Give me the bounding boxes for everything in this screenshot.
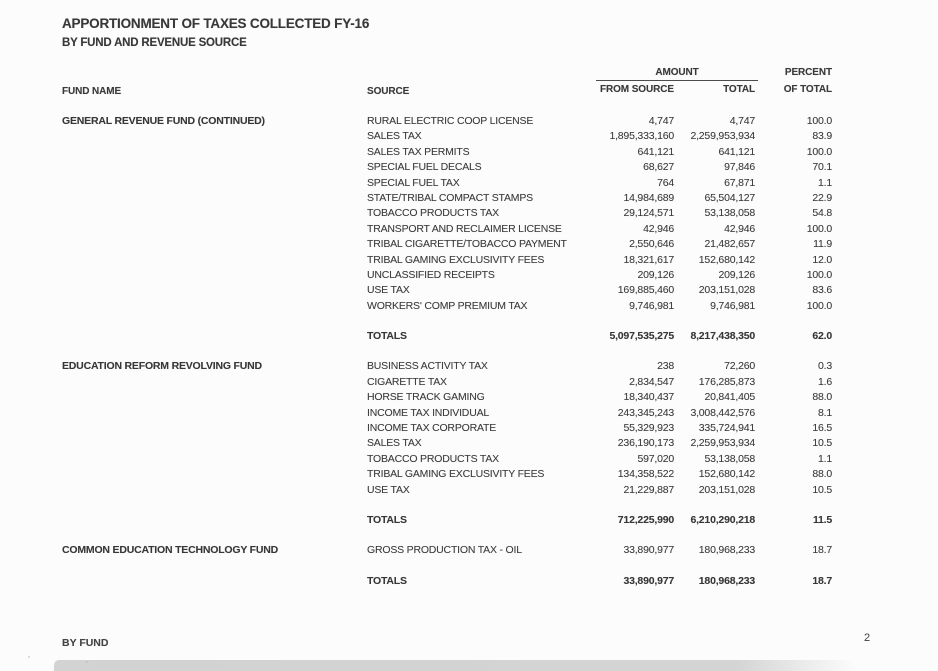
percent-cell: 22.9 xyxy=(812,191,832,204)
total-cell: 9,746,981 xyxy=(710,299,755,312)
total-cell: 203,151,028 xyxy=(698,483,755,496)
from-source-cell: 18,321,617 xyxy=(623,253,674,266)
percent-cell: 88.0 xyxy=(812,391,832,404)
from-source-cell: 1,895,333,160 xyxy=(609,130,674,143)
table-row xyxy=(62,268,875,283)
table-row xyxy=(62,176,875,191)
percent-cell: 83.6 xyxy=(812,284,832,297)
source-cell: UNCLASSIFIED RECEIPTS xyxy=(367,268,495,281)
total-cell: 4,747 xyxy=(729,115,755,127)
total-cell: 65,504,127 xyxy=(704,191,755,204)
column-header-total: TOTAL xyxy=(723,84,755,95)
table-row xyxy=(62,206,875,221)
fund-name-cell xyxy=(62,406,367,421)
source-cell: SPECIAL FUEL TAX xyxy=(367,176,460,189)
total-cell: 67,871 xyxy=(724,176,755,189)
percent-cell: 100.0 xyxy=(806,268,832,281)
total-cell: 152,680,142 xyxy=(698,253,755,266)
source-cell: USE TAX xyxy=(367,284,410,297)
table-row xyxy=(62,253,875,268)
from-source-cell: 33,890,977 xyxy=(623,544,674,557)
fund-name-cell xyxy=(62,452,367,467)
percent-cell: 100.0 xyxy=(806,222,832,235)
source-cell: HORSE TRACK GAMING xyxy=(367,391,485,404)
percent-cell: 100.0 xyxy=(806,145,832,158)
from-source-cell: 4,747 xyxy=(648,115,674,127)
column-group-amount: AMOUNT xyxy=(596,67,758,81)
source-cell: TOBACCO PRODUCTS TAX xyxy=(367,452,499,465)
table-row xyxy=(62,359,875,374)
fund-name-cell xyxy=(62,283,367,298)
fund-section xyxy=(62,359,875,528)
percent-cell: 83.9 xyxy=(812,130,832,143)
total-cell: 209,126 xyxy=(718,268,755,281)
from-source-cell: 42,946 xyxy=(643,222,674,235)
total-cell: 3,008,442,576 xyxy=(690,406,755,419)
total-cell: 53,138,058 xyxy=(704,452,755,465)
column-header-of-total: OF TOTAL xyxy=(783,84,832,95)
from-source-cell: 209,126 xyxy=(637,268,674,281)
source-cell: TRIBAL GAMING EXCLUSIVITY FEES xyxy=(367,253,545,266)
table-row xyxy=(62,160,875,175)
from-source-cell: 21,229,887 xyxy=(623,483,674,496)
total-cell: 180,968,233 xyxy=(698,544,755,557)
source-cell: TOTALS xyxy=(367,574,407,587)
fund-name-cell xyxy=(62,237,367,252)
table-body xyxy=(62,114,875,589)
from-source-cell: 712,225,990 xyxy=(617,513,674,526)
table-row xyxy=(62,467,875,482)
from-source-cell: 5,097,535,275 xyxy=(609,330,674,343)
from-source-cell: 2,550,646 xyxy=(629,238,674,251)
fund-name-cell xyxy=(62,299,367,314)
fund-section xyxy=(62,114,875,344)
from-source-cell: 2,834,547 xyxy=(629,375,674,388)
source-cell: TOTALS xyxy=(367,513,407,526)
from-source-cell: 236,190,173 xyxy=(617,437,674,450)
from-source-cell: 9,746,981 xyxy=(629,299,674,312)
percent-cell: 54.8 xyxy=(812,207,832,220)
fund-name-cell xyxy=(62,421,367,436)
fund-name-cell xyxy=(62,375,367,390)
source-cell: CIGARETTE TAX xyxy=(367,375,447,388)
percent-cell: 11.5 xyxy=(812,513,832,526)
table-row xyxy=(62,222,875,237)
table-row xyxy=(62,237,875,252)
total-cell: 21,482,657 xyxy=(704,238,755,251)
source-cell: GROSS PRODUCTION TAX - OIL xyxy=(367,544,522,557)
from-source-cell: 641,121 xyxy=(637,145,674,158)
fund-name-cell xyxy=(62,160,367,175)
total-cell: 8,217,438,350 xyxy=(690,330,755,343)
fund-name-cell xyxy=(62,191,367,206)
source-cell: TOTALS xyxy=(367,330,407,343)
source-cell: TRANSPORT AND RECLAIMER LICENSE xyxy=(367,222,562,235)
page-number: 2 xyxy=(864,632,871,644)
fund-name-cell: COMMON EDUCATION TECHNOLOGY FUND xyxy=(62,544,279,557)
percent-cell: 12.0 xyxy=(812,253,832,266)
from-source-cell: 55,329,923 xyxy=(623,422,674,435)
table-row xyxy=(62,129,875,144)
column-header-percent: PERCENT xyxy=(784,67,832,78)
total-cell: 335,724,941 xyxy=(698,422,755,435)
from-source-cell: 68,627 xyxy=(643,161,674,174)
source-cell: SALES TAX PERMITS xyxy=(367,145,470,158)
from-source-cell: 169,885,460 xyxy=(617,284,674,297)
from-source-cell: 14,984,689 xyxy=(623,191,674,204)
table-row xyxy=(62,283,875,298)
total-cell: 180,968,233 xyxy=(698,574,755,587)
total-cell: 53,138,058 xyxy=(704,207,755,220)
totals-row xyxy=(62,513,875,528)
fund-name-cell xyxy=(62,253,367,268)
fund-name-cell xyxy=(62,513,367,528)
from-source-cell: 238 xyxy=(657,360,674,373)
percent-cell: 1.6 xyxy=(818,375,832,388)
from-source-cell: 134,358,522 xyxy=(617,468,674,481)
table-row xyxy=(62,145,875,160)
percent-cell: 100.0 xyxy=(806,115,832,127)
fund-name-cell xyxy=(62,390,367,405)
total-cell: 203,151,028 xyxy=(698,284,755,297)
column-header-source: SOURCE xyxy=(367,86,410,97)
percent-cell: 62.0 xyxy=(812,330,832,343)
source-cell: BUSINESS ACTIVITY TAX xyxy=(367,360,488,373)
page-subtitle: BY FUND AND REVENUE SOURCE xyxy=(62,37,247,49)
percent-cell: 18.7 xyxy=(812,544,832,557)
from-source-cell: 33,890,977 xyxy=(623,574,674,587)
fund-name-cell xyxy=(62,222,367,237)
table-row xyxy=(62,452,875,467)
source-cell: INCOME TAX INDIVIDUAL xyxy=(367,406,490,419)
source-cell: USE TAX xyxy=(367,483,410,496)
from-source-cell: 764 xyxy=(657,176,674,189)
total-cell: 176,285,873 xyxy=(698,375,755,388)
fund-name-cell xyxy=(62,145,367,160)
table-row xyxy=(62,436,875,451)
table-row xyxy=(62,191,875,206)
percent-cell: 10.5 xyxy=(812,437,832,450)
percent-cell: 1.1 xyxy=(818,452,832,465)
percent-cell: 11.9 xyxy=(813,238,832,251)
from-source-cell: 597,020 xyxy=(637,452,674,465)
table-row xyxy=(62,299,875,314)
source-cell: STATE/TRIBAL COMPACT STAMPS xyxy=(367,191,533,204)
fund-name-cell xyxy=(62,436,367,451)
table-row xyxy=(62,390,875,405)
table-row xyxy=(62,543,875,558)
table-row xyxy=(62,483,875,498)
source-cell: SPECIAL FUEL DECALS xyxy=(367,161,482,174)
totals-row xyxy=(62,329,875,344)
total-cell: 72,260 xyxy=(724,360,755,373)
footer-label: BY FUND xyxy=(62,637,109,649)
table-row xyxy=(62,114,875,129)
percent-cell: 1.1 xyxy=(818,176,832,189)
from-source-cell: 29,124,571 xyxy=(623,207,674,220)
source-cell: RURAL ELECTRIC COOP LICENSE xyxy=(367,115,534,127)
source-cell: SALES TAX xyxy=(367,130,422,143)
fund-name-cell xyxy=(62,268,367,283)
fund-name-cell xyxy=(62,329,367,344)
from-source-cell: 18,340,437 xyxy=(623,391,674,404)
total-cell: 42,946 xyxy=(724,222,755,235)
from-source-cell: 243,345,243 xyxy=(617,406,674,419)
page-edge-shadow xyxy=(54,660,856,671)
fund-name-cell xyxy=(62,206,367,221)
scan-artifact xyxy=(86,661,88,663)
source-cell: SALES TAX xyxy=(367,437,422,450)
fund-name-cell xyxy=(62,129,367,144)
source-cell: TRIBAL CIGARETTE/TOBACCO PAYMENT xyxy=(367,238,567,251)
fund-name-cell: GENERAL REVENUE FUND (CONTINUED) xyxy=(62,115,265,127)
total-cell: 20,841,405 xyxy=(704,391,755,404)
source-cell: TRIBAL GAMING EXCLUSIVITY FEES xyxy=(367,468,545,481)
total-cell: 97,846 xyxy=(724,161,755,174)
fund-name-cell xyxy=(62,176,367,191)
table-row xyxy=(62,375,875,390)
total-cell: 2,259,953,934 xyxy=(690,437,755,450)
percent-cell: 18.7 xyxy=(812,574,832,587)
percent-cell: 8.1 xyxy=(818,406,832,419)
fund-name-cell: EDUCATION REFORM REVOLVING FUND xyxy=(62,360,262,373)
page-title: APPORTIONMENT OF TAXES COLLECTED FY-16 xyxy=(62,16,370,31)
source-cell: WORKERS' COMP PREMIUM TAX xyxy=(367,299,528,312)
totals-row xyxy=(62,574,875,589)
table-row xyxy=(62,406,875,421)
fund-name-cell xyxy=(62,467,367,482)
percent-cell: 70.1 xyxy=(812,161,832,174)
column-header-fund-name: FUND NAME xyxy=(62,86,122,97)
total-cell: 152,680,142 xyxy=(698,468,755,481)
fund-name-cell xyxy=(62,574,367,589)
percent-cell: 0.3 xyxy=(818,360,832,373)
column-header-from-source: FROM SOURCE xyxy=(600,84,674,95)
total-cell: 2,259,953,934 xyxy=(690,130,755,143)
percent-cell: 88.0 xyxy=(812,468,832,481)
table-row xyxy=(62,421,875,436)
fund-name-cell xyxy=(62,483,367,498)
total-cell: 6,210,290,218 xyxy=(690,513,755,526)
percent-cell: 10.5 xyxy=(812,483,832,496)
scan-artifact xyxy=(28,656,30,658)
total-cell: 641,121 xyxy=(718,145,755,158)
source-cell: INCOME TAX CORPORATE xyxy=(367,422,497,435)
percent-cell: 100.0 xyxy=(806,299,832,312)
percent-cell: 16.5 xyxy=(812,422,832,435)
source-cell: TOBACCO PRODUCTS TAX xyxy=(367,207,499,220)
fund-section xyxy=(62,543,875,589)
